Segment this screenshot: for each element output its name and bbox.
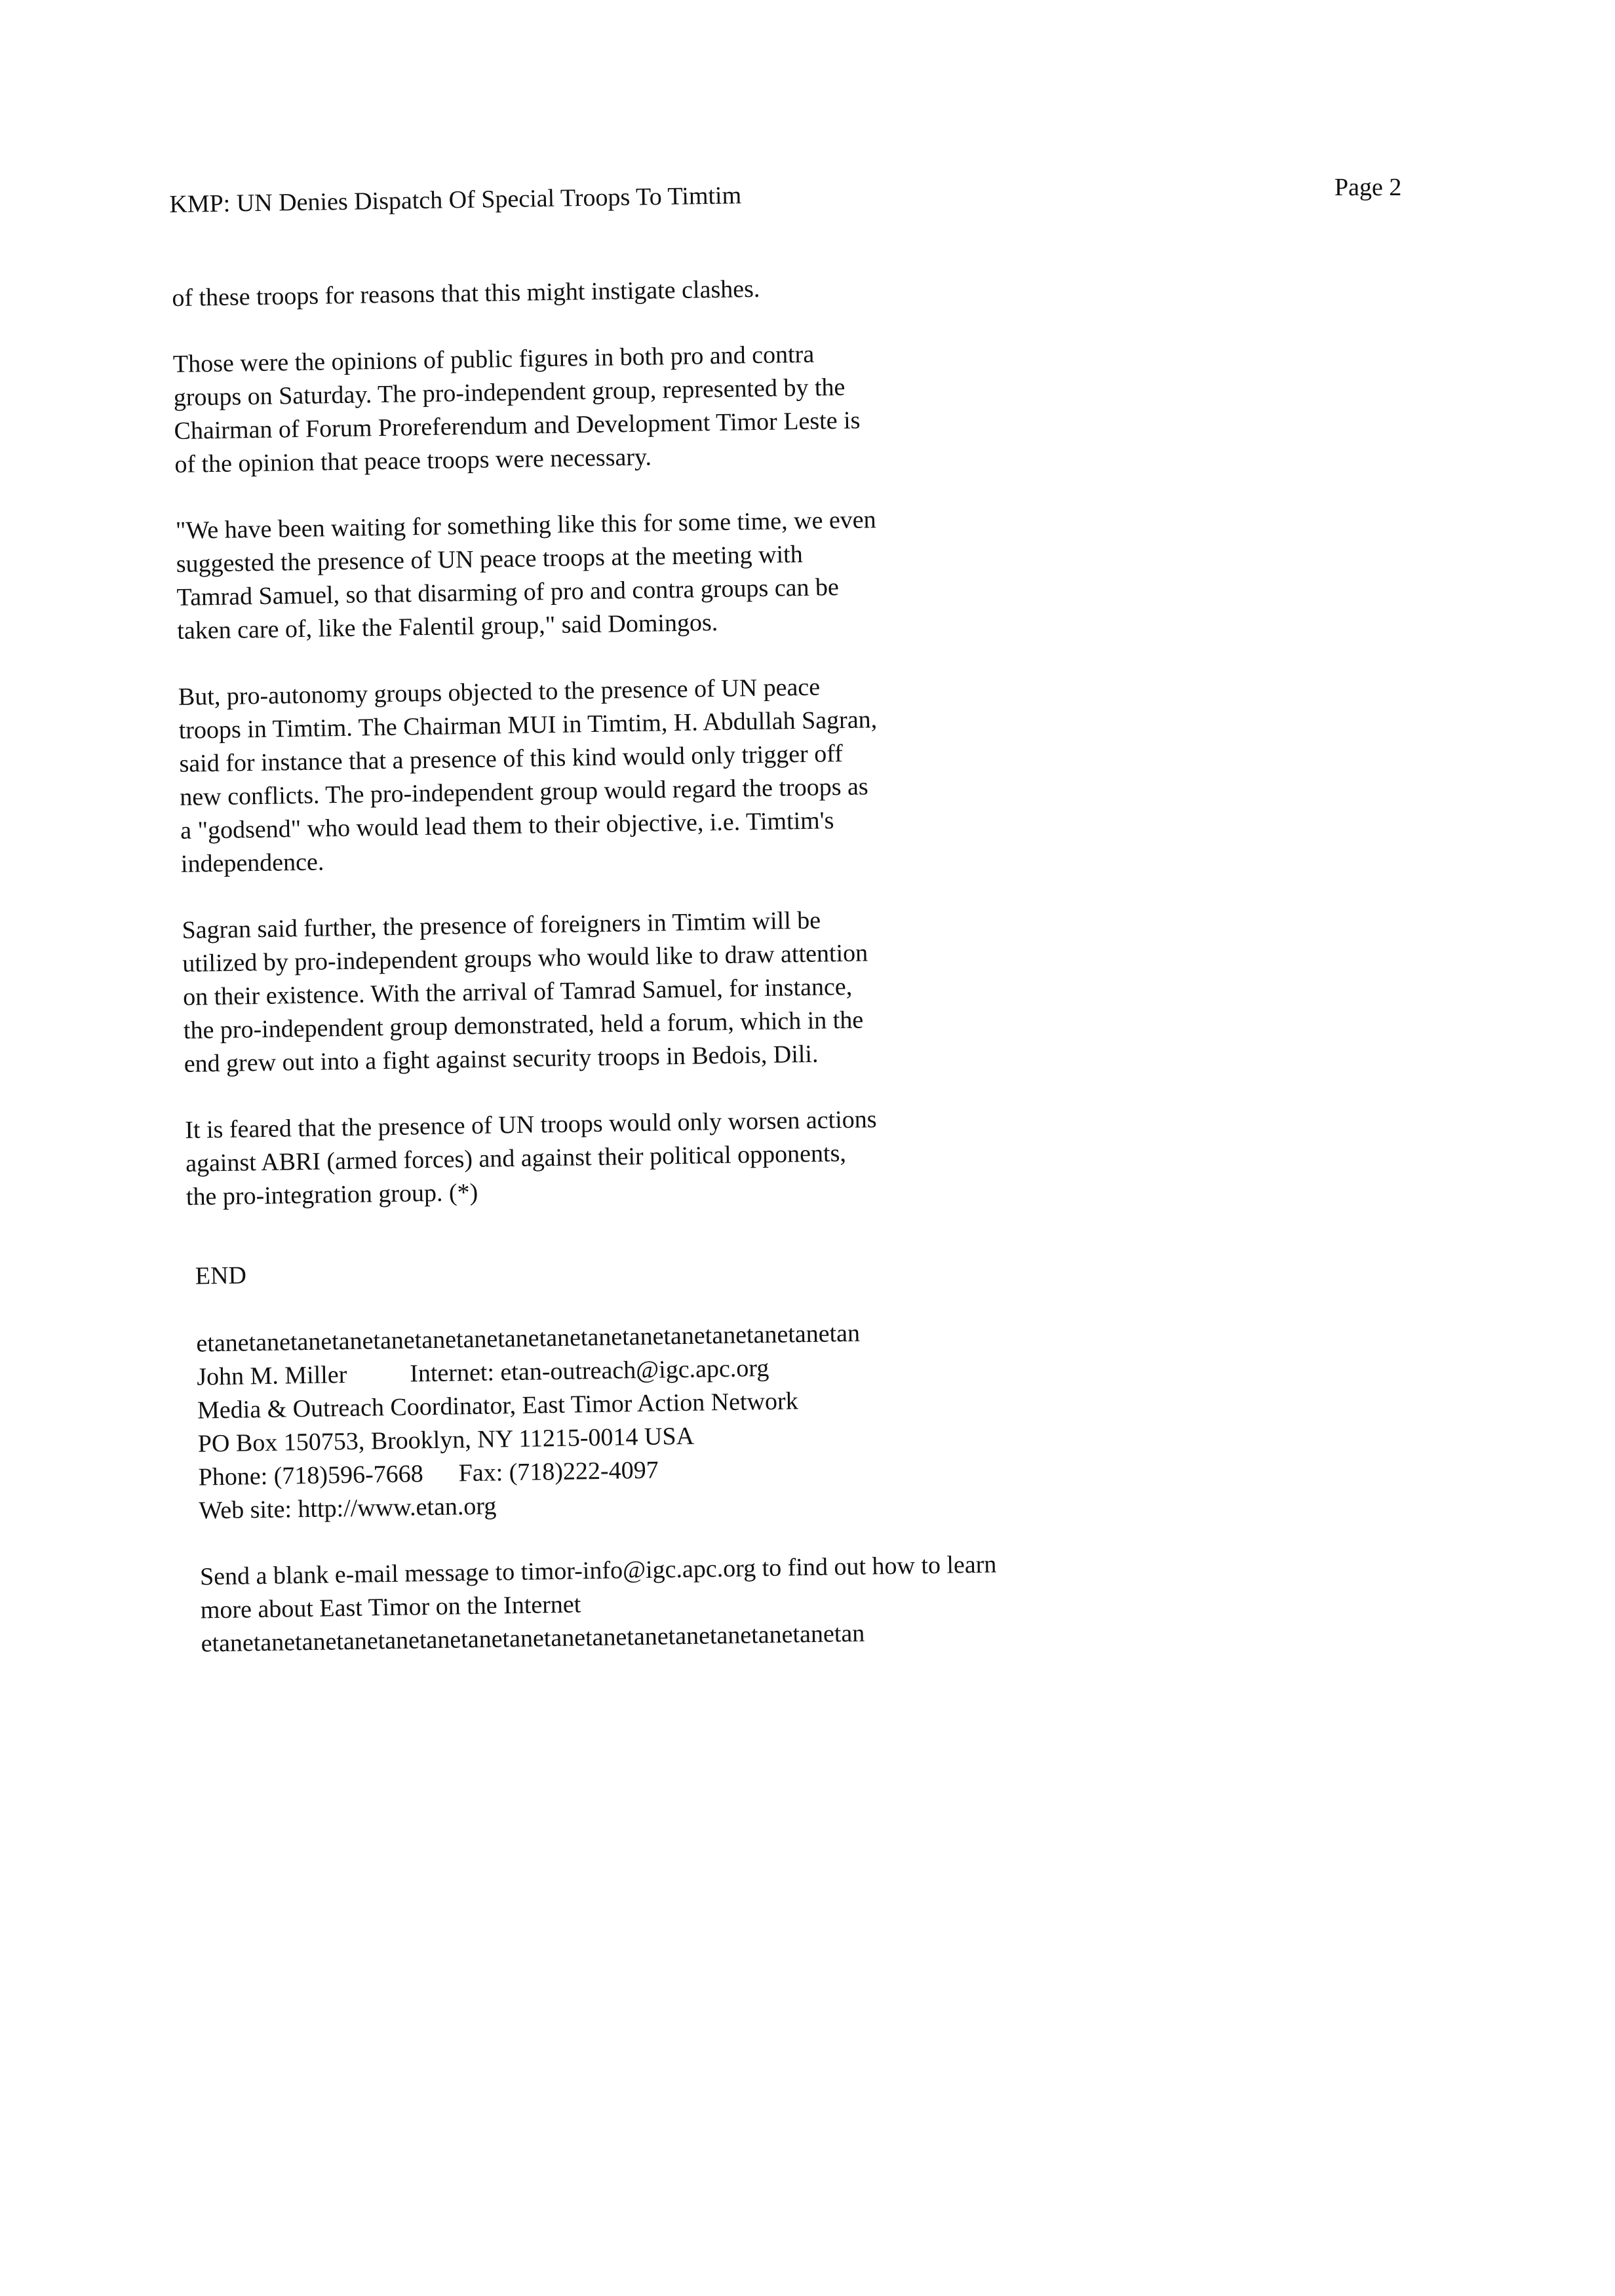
footer-line-1: Send a blank e-mail message to timor-info@igc.apc.org to find out how to learn bbox=[199, 1550, 997, 1591]
text-line: Chairman of Forum Proreferendum and Development Timor Leste is bbox=[174, 406, 861, 445]
text-line: the pro-integration group. (*) bbox=[185, 1178, 478, 1211]
signature-block bbox=[196, 1312, 1122, 1527]
paragraph-6 bbox=[185, 1100, 1117, 1214]
page-number: Page 2 bbox=[1334, 174, 1402, 201]
text-line: groups on Saturday. The pro-independent group, represented by the bbox=[173, 373, 846, 411]
separator-line-top: etanetanetanetanetanetanetanetanetanetanetanetanetanetanetanetan bbox=[196, 1319, 861, 1358]
text-line: said for instance that a presence of this kind would only trigger off bbox=[179, 740, 844, 778]
text-line: taken care of, like the Falentil group," said Domingos. bbox=[177, 608, 718, 645]
text-line: troops in Timtim. The Chairman MUI in Timtim, H. Abdullah Sagran, bbox=[178, 706, 878, 744]
contact-role: Media & Outreach Coordinator, East Timor Action Network bbox=[197, 1387, 798, 1425]
text-line: "We have been waiting for something like this for some time, we even bbox=[175, 506, 876, 545]
text-line: But, pro-autonomy groups objected to the presence of UN peace bbox=[178, 673, 821, 711]
text-line: of the opinion that peace troops were necessary. bbox=[174, 443, 652, 478]
contact-address: PO Box 150753, Brooklyn, NY 11215-0014 USA bbox=[197, 1422, 695, 1458]
text-line: Those were the opinions of public figures in both pro and contra bbox=[172, 340, 815, 378]
text-line: It is feared that the presence of UN troops would only worsen actions bbox=[185, 1105, 877, 1144]
contact-website: Web site: http://www.etan.org bbox=[199, 1492, 497, 1525]
text-line: independence. bbox=[180, 848, 324, 878]
footer-block bbox=[200, 1546, 1124, 1660]
contact-fax: Fax: (718)222-4097 bbox=[458, 1456, 659, 1487]
end-marker: END bbox=[195, 1261, 247, 1290]
document-header-title: KMP: UN Denies Dispatch Of Special Troops To Timtim bbox=[169, 182, 742, 218]
paragraph-4 bbox=[178, 666, 1112, 881]
paragraph-3 bbox=[176, 500, 1108, 648]
text-line: suggested the presence of UN peace troops at the meeting with bbox=[176, 540, 803, 578]
document-body bbox=[172, 267, 1125, 1694]
text-line: on their existence. With the arrival of Tamrad Samuel, for instance, bbox=[182, 972, 853, 1011]
separator-line-bottom: etanetanetanetanetanetanetanetanetanetanetanetanetanetanetanetan bbox=[201, 1619, 865, 1658]
text-line: against ABRI (armed forces) and against their political opponents, bbox=[185, 1139, 847, 1177]
paragraph-1 bbox=[172, 267, 1103, 315]
contact-internet: Internet: etan-outreach@igc.apc.org bbox=[409, 1354, 769, 1388]
contact-name: John M. Miller bbox=[196, 1361, 347, 1391]
text-line: new conflicts. The pro-independent group would regard the troops as bbox=[180, 773, 868, 811]
text-line: a "godsend" who would lead them to their objective, i.e. Timtim's bbox=[180, 807, 834, 845]
text-line: of these troops for reasons that this might instigate clashes. bbox=[172, 275, 760, 312]
text-line: the pro-independent group demonstrated, held a forum, which in the bbox=[183, 1006, 864, 1044]
paragraph-5 bbox=[182, 900, 1115, 1081]
text-line: Sagran said further, the presence of foreigners in Timtim will be bbox=[182, 906, 821, 944]
text-line: Tamrad Samuel, so that disarming of pro and contra groups can be bbox=[176, 573, 840, 611]
text-line: end grew out into a fight against security troops in Bedois, Dili. bbox=[184, 1040, 819, 1078]
paragraph-2 bbox=[173, 334, 1106, 482]
contact-phone: Phone: (718)596-7668 bbox=[198, 1460, 423, 1491]
footer-line-2: more about East Timor on the Internet bbox=[200, 1590, 581, 1624]
text-line: utilized by pro-independent groups who would like to draw attention bbox=[182, 939, 868, 978]
